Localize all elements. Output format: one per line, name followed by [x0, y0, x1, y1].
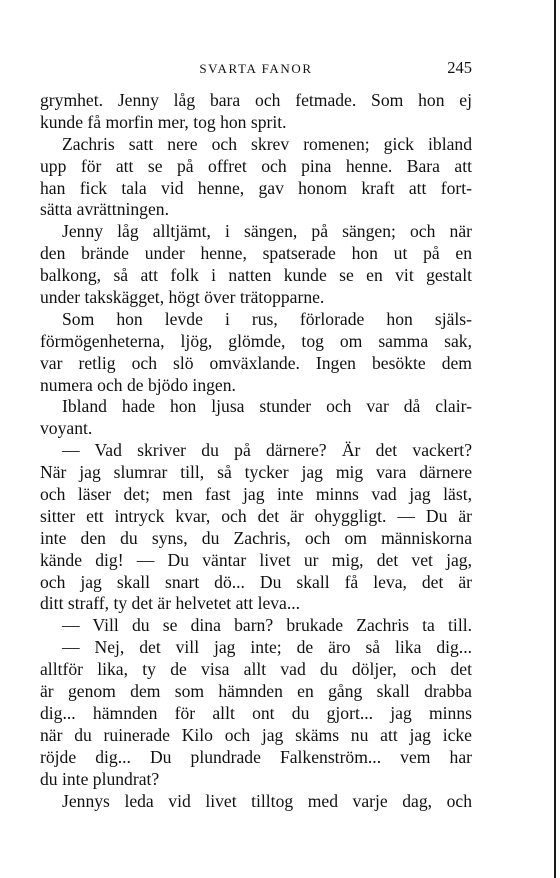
text-line: och läser det; men fast jag inte minns vad jag läst,	[40, 484, 472, 505]
text-line: du inte plundrat?	[40, 768, 160, 789]
text-line: Jenny låg alltjämt, i sängen, på sängen; och när	[62, 221, 472, 242]
text-line: förmögenheterna, ljög, glömde, tog om samma sak,	[40, 330, 472, 351]
text-line: grymhet. Jenny låg bara och fetmade. Som hon ej	[40, 90, 472, 110]
running-title: SVARTA FANOR	[199, 61, 313, 76]
text-line: under takskägget, högt över trätopparne.	[40, 287, 325, 308]
text-line: Som hon levde i rus, förlorade hon själs-	[62, 308, 472, 329]
text-line: Ibland hade hon ljusa stunder och var då clair-	[62, 396, 472, 417]
body-text	[40, 90, 472, 812]
text-line: är genom dem som hämnden en gång skall drabba	[40, 681, 472, 702]
text-line: — Vad skriver du på därnere? Är det vackert?	[62, 440, 472, 461]
text-line: voyant.	[40, 418, 93, 439]
text-line: sätta avrättningen.	[40, 199, 169, 220]
text-line: Zachris satt nere och skrev romenen; gick ibland	[62, 133, 472, 154]
text-line: ditt straff, ty det är helvetet att leva...	[40, 593, 301, 614]
text-line: röjde dig... Du plundrade Falkenström... vem har	[40, 746, 472, 767]
text-line: Jennys leda vid livet tilltog med varje dag, och	[62, 790, 472, 811]
text-line: — Nej, det vill jag inte; de äro så lika dig...	[62, 637, 472, 658]
text-line: inte den du syns, du Zachris, och om människorna	[40, 527, 472, 548]
text-line: balkong, så att folk i natten kunde se en vit gestalt	[40, 265, 472, 286]
text-line: när du ruinerade Kilo och jag skäms nu att jag icke	[40, 724, 472, 745]
running-head	[40, 58, 472, 82]
page-edge	[554, 0, 556, 878]
text-line: han fick tala vid henne, gav honom kraft att fort-	[40, 177, 472, 198]
text-line: kunde få morfin mer, tog hon sprit.	[40, 111, 287, 132]
page-number: 245	[447, 58, 472, 77]
text-line: var retlig och slö omväxlande. Ingen besökte dem	[40, 352, 472, 373]
text-line: sitter ett intryck kvar, och det är ohyggligt. — Du är	[40, 505, 472, 526]
text-line: — Vill du se dina barn? brukade Zachris ta till.	[62, 615, 472, 636]
text-line: När jag slumrar till, så tycker jag mig vara därnere	[40, 462, 472, 483]
text-line: kände dig! — Du väntar livet ur mig, det vet jag,	[40, 549, 472, 570]
text-line: alltför lika, ty de visa allt vad du döljer, och det	[40, 659, 472, 680]
text-line: dig... hämnden för allt ont du gjort... jag minns	[40, 702, 472, 723]
text-line: den brände under henne, spatserade hon ut på en	[40, 243, 472, 264]
text-line: upp för att se på offret och pina henne. Bara att	[40, 155, 472, 176]
text-line: numera och de bjödo ingen.	[40, 374, 236, 395]
text-line: och jag skall snart dö... Du skall få leva, det är	[40, 571, 472, 592]
